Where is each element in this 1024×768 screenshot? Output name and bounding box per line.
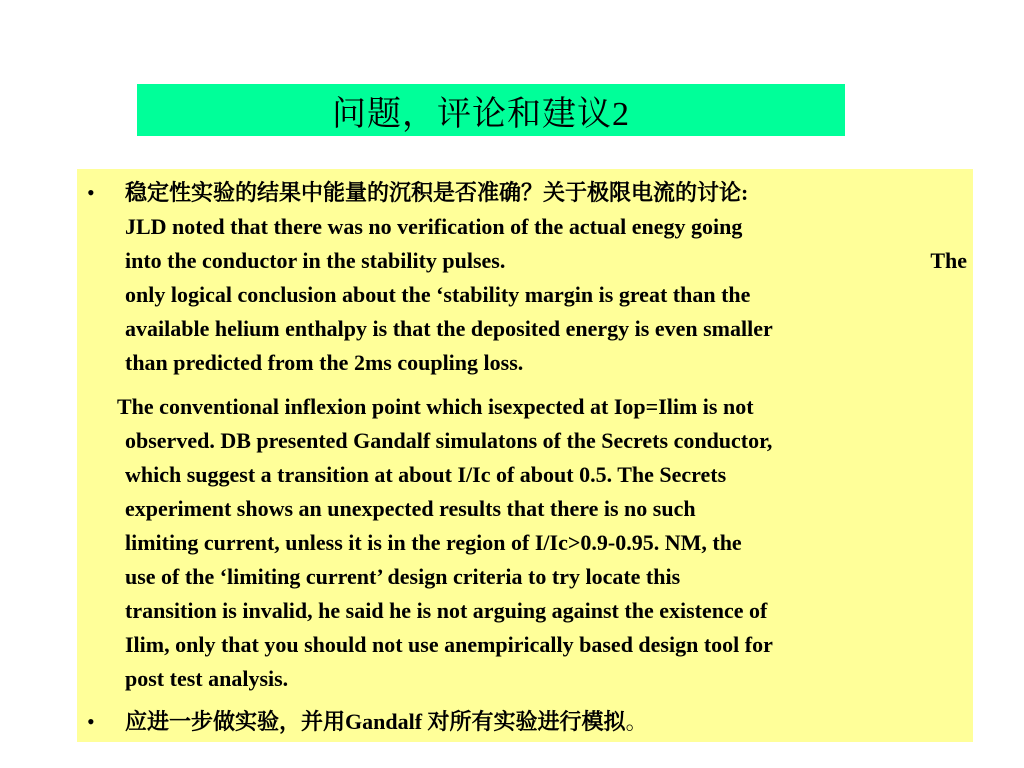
slide-title: 问题，评论和建议2	[332, 95, 630, 133]
p3-text-gandalf: Gandalf	[345, 709, 423, 734]
p1-line-right: The	[930, 248, 967, 273]
bullet-1: •	[87, 180, 95, 205]
p2-line: Ilim, only that you should not use anempirically based design tool for	[125, 632, 773, 657]
p1-line-with-right	[125, 244, 967, 278]
p1-line: only logical conclusion about the ‘stability margin is great than the	[125, 282, 751, 307]
p2-line: limiting current, unless it is in the region of I/Ic>0.9-0.95. NM, the	[125, 530, 742, 555]
p1-line: JLD noted that there was no verification of the actual enegy going	[125, 214, 743, 239]
p1-line: than predicted from the 2ms coupling loss.	[125, 350, 524, 375]
p1-line: 稳定性实验的结果中能量的沉积是否准确？关于极限电流的讨论:	[125, 180, 749, 205]
p3-text: 对所有实验进行模拟	[422, 709, 626, 734]
slide-title-box	[137, 84, 845, 136]
p1-line: into the conductor in the stability pulses.	[125, 248, 506, 273]
content-box	[77, 169, 973, 742]
p2-line: transition is invalid, he said he is not arguing against the existence of	[125, 598, 768, 623]
p2-line: which suggest a transition at about I/Ic of about 0.5. The Secrets	[125, 462, 727, 487]
paragraph-2	[117, 390, 967, 696]
paragraph-1	[125, 176, 967, 380]
p2-line: experiment shows an unexpected results that there is no such	[125, 496, 696, 521]
p2-line: post test analysis.	[125, 666, 289, 691]
bullet-3: •	[87, 709, 95, 734]
paragraph-3	[125, 705, 967, 739]
p1-line: available helium enthalpy is that the deposited energy is even smaller	[125, 316, 773, 341]
p3-text-end: 。	[625, 709, 648, 734]
p2-line: The conventional inflexion point which isexpected at Iop=Ilim is not	[117, 394, 754, 419]
p3-text: 应进一步做实验，并用	[125, 709, 346, 734]
p2-line: observed. DB presented Gandalf simulatons of the Secrets conductor,	[125, 428, 773, 453]
p2-line: use of the ‘limiting current’ design criteria to try locate this	[125, 564, 681, 589]
